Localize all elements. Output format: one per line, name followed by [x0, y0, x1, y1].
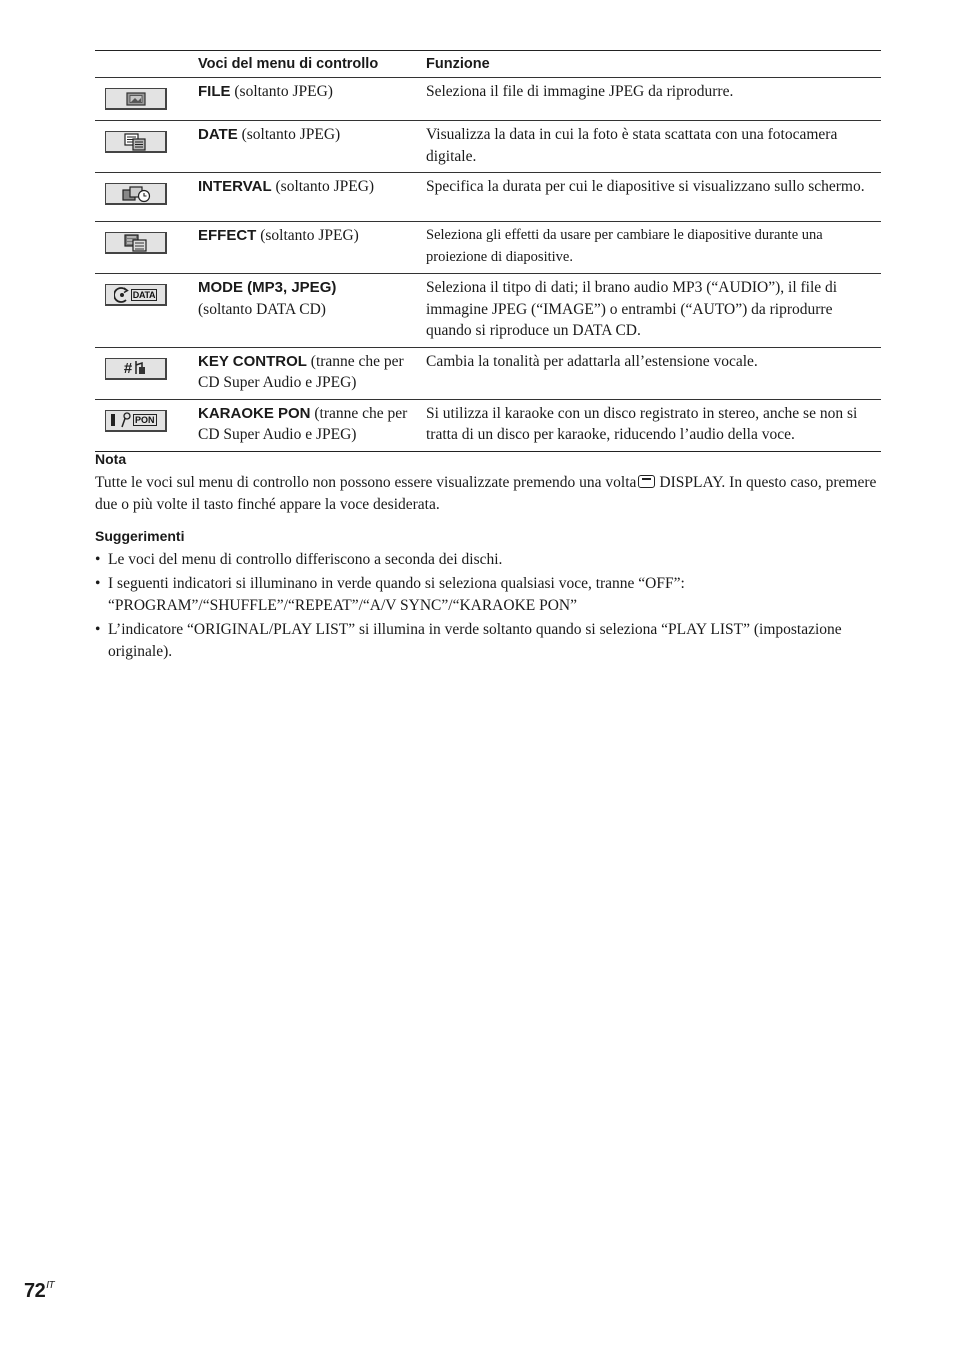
display-button-icon — [638, 475, 655, 488]
table-row — [95, 121, 881, 173]
menu-item-mode: MODE (MP3, JPEG) (soltanto DATA CD) — [198, 274, 426, 348]
header-icon-column — [95, 51, 198, 78]
function-description: Visualizza la data in cui la foto è stata scattata con una fotocamera digitale. — [426, 121, 881, 173]
table-header-row — [95, 51, 881, 78]
table-row — [95, 222, 881, 274]
header-menu-items: Voci del menu di controllo — [198, 51, 426, 78]
menu-item-date: DATE (soltanto JPEG) — [198, 121, 426, 173]
table-row — [95, 399, 881, 451]
suggerimenti-heading: Suggerimenti — [95, 528, 185, 544]
menu-item-key-control: KEY CONTROL (tranne che per CD Super Audio e JPEG) — [198, 347, 426, 399]
function-description: Seleziona il file di immagine JPEG da riprodurre. — [426, 78, 881, 121]
suggerimenti-list — [95, 549, 885, 665]
pon-label: PON — [135, 415, 155, 425]
function-description: Si utilizza il karaoke con un disco registrato in stereo, anche se non si tratta di un disco per karaoke, riducendo l’audio della voce. — [426, 399, 881, 451]
page-language: IT — [46, 1280, 55, 1291]
function-description: Seleziona il titpo di dati; il brano audio MP3 (“AUDIO”), il file di immagine JPEG (“IMAGE”) o entrambi (“AUTO”) da riprodurre quando si riproduce un DATA CD. — [426, 274, 881, 348]
menu-item-effect: EFFECT (soltanto JPEG) — [198, 222, 426, 274]
nota-text: Tutte le voci sul menu di controllo non possono essere visualizzate premendo una volta DISPLAY. In questo caso, premere due o più volte il tasto finché appare la voce desiderata. — [95, 474, 877, 513]
nota-heading: Nota — [95, 451, 127, 467]
data-label: DATA — [132, 289, 156, 300]
table-row — [95, 274, 881, 348]
list-item: • I seguenti indicatori si illuminano in verde quando si seleziona qualsiasi voce, tranne “OFF”: “PROGRAM”/“SHUFFLE”/“REPEAT”/“A/V SYNC”/“KARAOKE PON” — [95, 575, 685, 614]
list-item: • L’indicatore “ORIGINAL/PLAY LIST” si illumina in verde soltanto quando si seleziona “PLAY LIST” (impostazione originale). — [95, 621, 842, 660]
effect-icon — [105, 232, 167, 254]
function-description: Cambia la tonalità per adattarla all’estensione vocale. — [426, 347, 881, 399]
table-row — [95, 347, 881, 399]
menu-item-file: FILE (soltanto JPEG) — [198, 78, 426, 121]
menu-item-interval: INTERVAL (soltanto JPEG) — [198, 173, 426, 222]
function-description: Specifica la durata per cui le diapositive si visualizzano sullo schermo. — [426, 173, 881, 222]
karaoke-pon-icon — [105, 410, 167, 432]
date-icon — [105, 131, 167, 153]
data-mode-icon — [105, 284, 167, 306]
header-function: Funzione — [426, 51, 881, 78]
table-row — [95, 173, 881, 222]
list-item: • Le voci del menu di controllo differiscono a seconda dei dischi. — [95, 551, 503, 568]
menu-item-karaoke-pon: KARAOKE PON (tranne che per CD Super Audio e JPEG) — [198, 399, 426, 451]
key-control-icon: # — [105, 358, 167, 380]
function-description: Seleziona gli effetti da usare per cambiare le diapositive durante una proiezione di diapositive. — [426, 222, 881, 274]
control-menu-table — [95, 50, 881, 452]
picture-icon — [105, 88, 167, 110]
interval-icon — [105, 183, 167, 205]
table-row — [95, 78, 881, 121]
page-number: $72^{IT}$ — [24, 1280, 55, 1302]
